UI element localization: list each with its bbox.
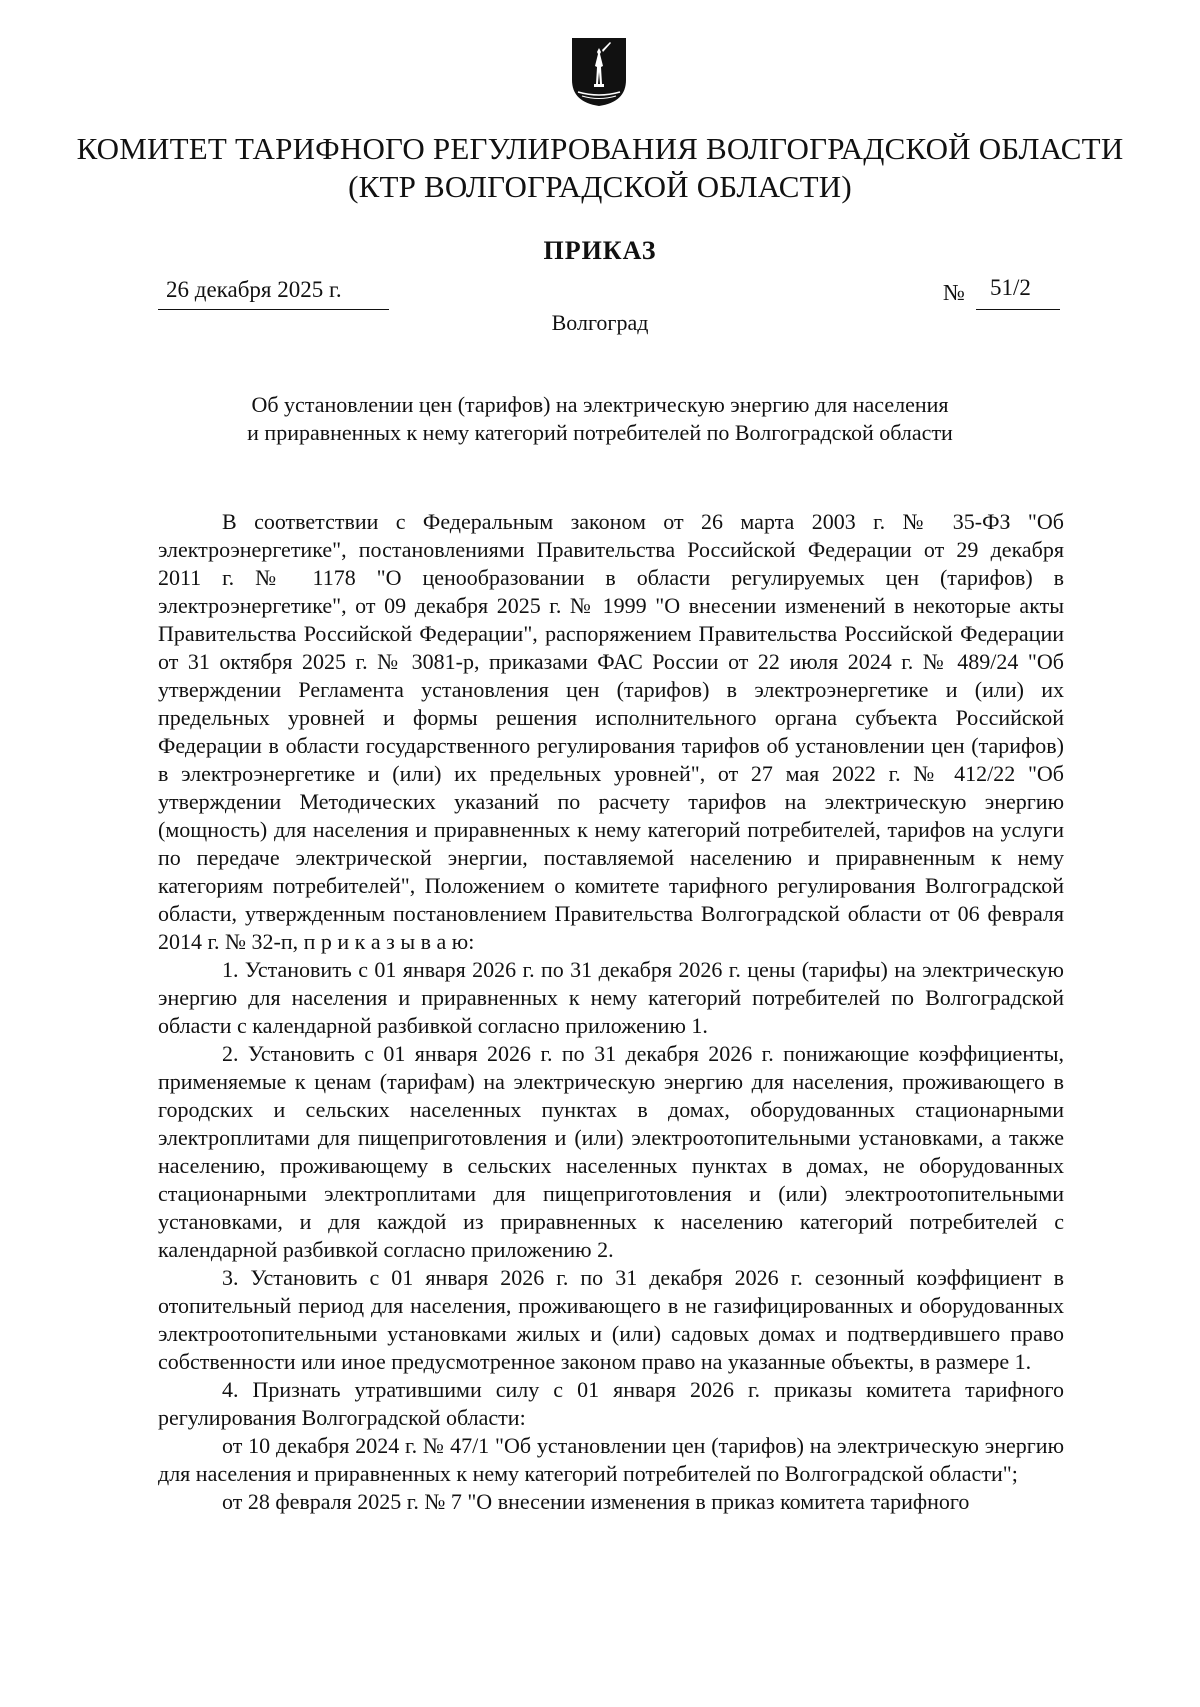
number-sign: № — [943, 280, 965, 305]
item-3-paragraph: 3. Установить с 01 января 2026 г. по 31 декабря 2026 г. сезонный коэффициент в отопительный период для населения, проживающего в не газифицированных и оборудованных электроотопительными установками жилых и (или) садовых домах и подтвердившего право собственности или иное предусмотренное законом право на указанные объекты, в размере 1. — [158, 1265, 1064, 1374]
subject-line: и приравненных к нему категорий потребителей по Волгоградской области — [247, 420, 953, 445]
document-subject — [0, 391, 1200, 447]
item-4-subitem: от 10 декабря 2024 г. № 47/1 "Об установлении цен (тарифов) на электрическую энергию для населения и приравненных к нему категорий потребителей по Волгоградской области"; — [158, 1433, 1064, 1486]
document-city: Волгоград — [551, 310, 649, 335]
subject-line: Об установлении цен (тарифов) на электрическую энергию для населения — [251, 392, 949, 417]
document-date: 26 декабря 2025 г. — [166, 277, 342, 302]
item-1-paragraph: 1. Установить с 01 января 2026 г. по 31 декабря 2026 г. цены (тарифы) на электрическую энергию для населения и приравненных к нему категорий потребителей по Волгоградской области с календарной разбивкой согласно приложению 1. — [158, 957, 1064, 1038]
document-body — [158, 508, 1064, 1516]
item-4-subitem: от 28 февраля 2025 г. № 7 "О внесении изменения в приказ комитета тарифного — [222, 1489, 970, 1514]
document-type: ПРИКАЗ — [543, 236, 657, 265]
item-4-paragraph: 4. Признать утратившими силу с 01 января 2026 г. приказы комитета тарифного регулирования Волгоградской области: — [158, 1377, 1064, 1430]
organization-short-name: (КТР ВОЛГОГРАДСКОЙ ОБЛАСТИ) — [348, 169, 852, 204]
preamble-paragraph: В соответствии с Федеральным законом от 26 марта 2003 г. № 35-ФЗ "Об электроэнергетике", постановлениями Правительства Российской Федерации от 29 декабря 2011 г. № 1178 "О ценообразовании в области регулируемых цен (тарифов) в электроэнергетике", от 09 декабря 2025 г. № 1999 "О внесении изменений в некоторые акты Правительства Российской Федерации", распоряжением Правительства Российской Федерации от 31 октября 2025 г. № 3081-р, приказами ФАС России от 22 июля 2024 г. № 489/24 "Об утверждении Регламента установления цен (тарифов) в электроэнергетике и (или) их предельных уровней и формы решения исполнительного органа субъекта Российской Федерации в области государственного регулирования тарифов об установлении цен (тарифов) в электроэнергетике и (или) их предельных уровней", от 27 мая 2022 г. № 412/22 "Об утверждении Методических указаний по расчету тарифов на электрическую энергию (мощность) для населения и приравненных к нему категорий потребителей, тарифов на услуги по передаче электрической энергии, поставляемой населению и приравненным к нему категориям потребителей", Положением о комитете тарифного регулирования Волгоградской области, утвержденным постановлением Правительства Волгоградской области от 06 февраля 2014 г. № 32-п, п р и к а з ы в а ю: — [158, 509, 1064, 954]
volgograd-emblem-icon — [570, 36, 628, 108]
organization-title — [0, 130, 1200, 206]
document-number: 51/2 — [990, 275, 1031, 300]
organization-name: КОМИТЕТ ТАРИФНОГО РЕГУЛИРОВАНИЯ ВОЛГОГРАДСКОЙ ОБЛАСТИ — [76, 131, 1124, 166]
item-2-paragraph: 2. Установить с 01 января 2026 г. по 31 декабря 2026 г. понижающие коэффициенты, применяемые к ценам (тарифам) на электрическую энергию для населения, проживающего в городских и сельских населенных пунктах в домах, оборудованных стационарными электроплитами для пищеприготовления и (или) электроотопительными установками, а также населению, проживающему в сельских населенных пунктах в домах, не оборудованных стационарными электроплитами для пищеприготовления и (или) электроотопительными установками, и для каждой из приравненных к населению категорий потребителей с календарной разбивкой согласно приложению 2. — [158, 1041, 1064, 1262]
